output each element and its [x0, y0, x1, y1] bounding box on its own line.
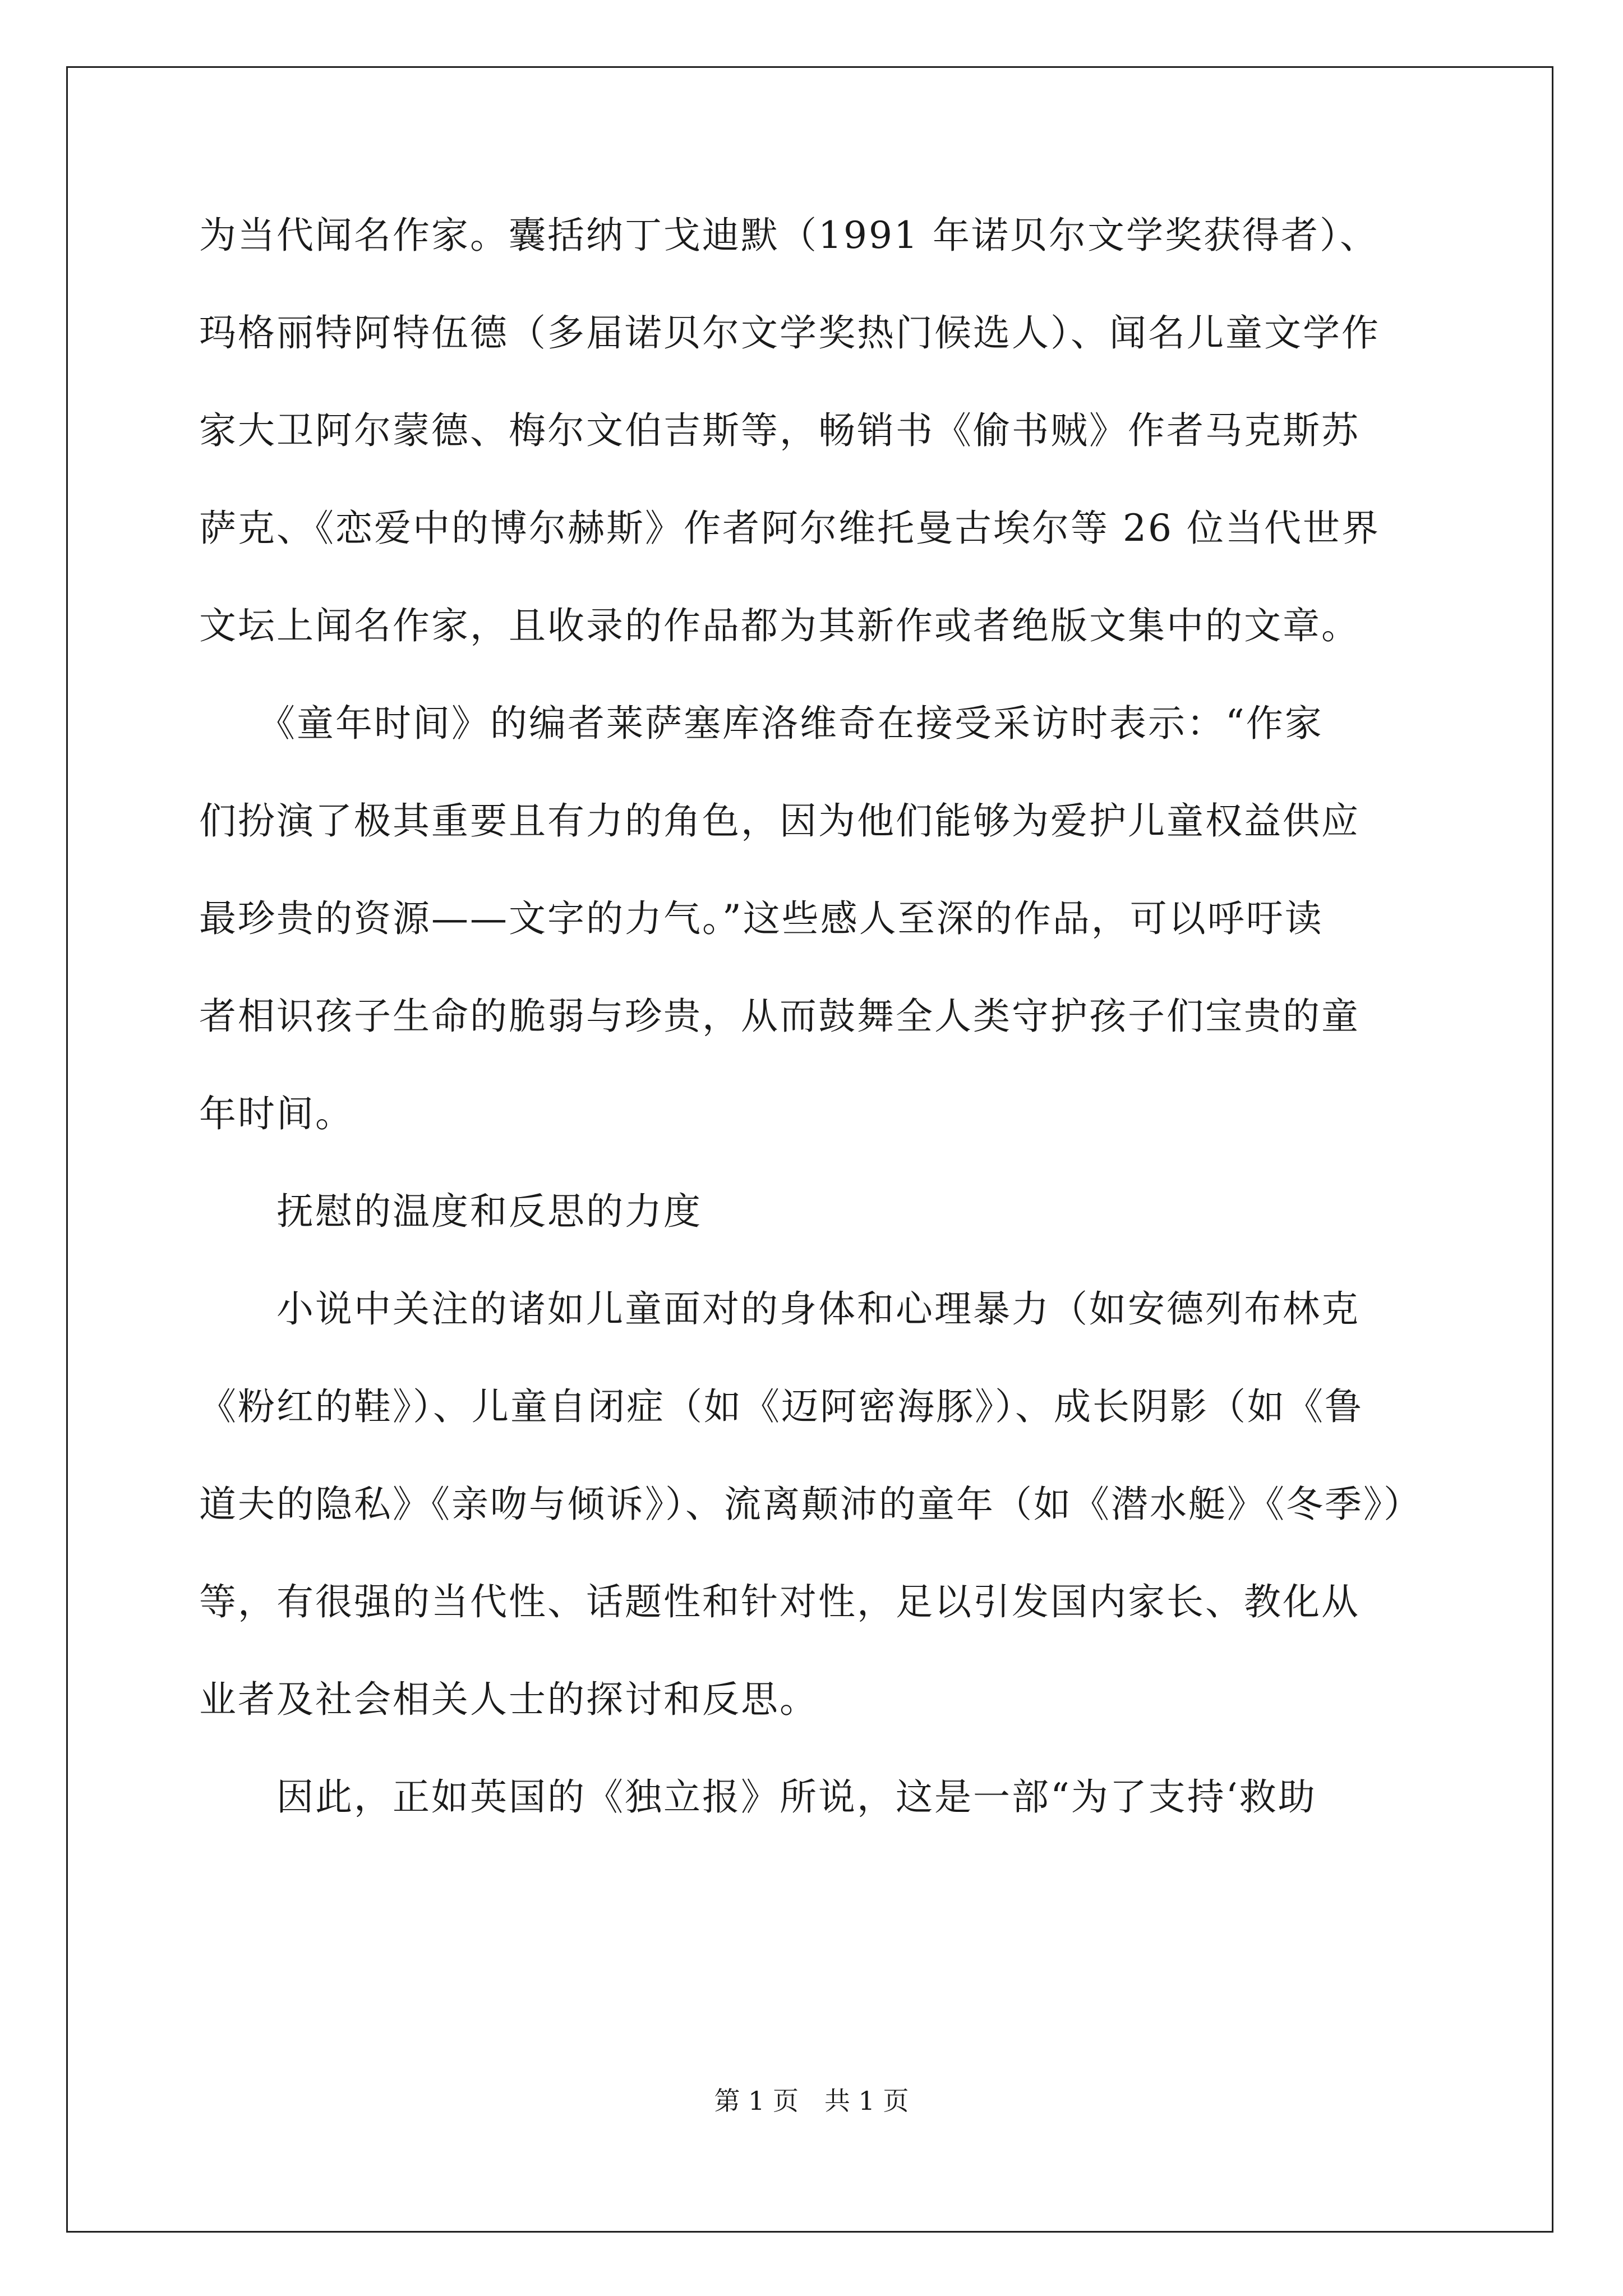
text-line: 最珍贵的资源——文字的力气。”这些感人至深的作品，可以呼吁读 [199, 897, 1324, 940]
text-line: 《粉红的鞋》）、儿童自闭症（如《迈阿密海豚》）、成长阴影（如《鲁 [199, 1385, 1363, 1428]
text-line: 玛格丽特阿特伍德（多届诺贝尔文学奖热门候选人）、闻名儿童文学作 [199, 311, 1380, 355]
document-body [199, 196, 1455, 1856]
page-number: 第 1 页 共 1 页 [714, 2086, 909, 2116]
text-line: 者相识孩子生命的脆弱与珍贵，从而鼓舞全人类守护孩子们宝贵的童 [199, 995, 1360, 1038]
text-line: 《童年时间》的编者莱萨塞库洛维奇在接受采访时表示：“作家 [199, 702, 1324, 745]
text-line: 文坛上闻名作家，且收录的作品都为其新作或者绝版文集中的文章。 [199, 604, 1360, 647]
text-line: 年时间。 [199, 1092, 354, 1135]
text-line: 们扮演了极其重要且有力的角色，因为他们能够为爱护儿童权益供应 [199, 799, 1360, 843]
text-line: 道夫的隐私》《亲吻与倾诉》）、流离颠沛的童年（如《潜水艇》《冬季》） [199, 1483, 1422, 1526]
text-line: 小说中关注的诸如儿童面对的身体和心理暴力（如安德列布林克 [199, 1287, 1360, 1331]
page-footer [0, 2084, 1623, 2118]
text-line: 等，有很强的当代性、话题性和针对性，足以引发国内家长、教化从 [199, 1580, 1360, 1623]
text-line: 业者及社会相关人士的探讨和反思。 [199, 1678, 818, 1721]
section-heading: 抚慰的温度和反思的力度 [199, 1190, 702, 1233]
text-line: 萨克、《恋爱中的博尔赫斯》作者阿尔维托曼古埃尔等 26 位当代世界 [199, 507, 1380, 550]
text-line: 因此，正如英国的《独立报》所说，这是一部“为了支持‘救助 [199, 1775, 1317, 1819]
text-line: 家大卫阿尔蒙德、梅尔文伯吉斯等，畅销书《偷书贼》作者马克斯苏 [199, 409, 1360, 452]
text-line: 为当代闻名作家。囊括纳丁戈迪默（1991 年诺贝尔文学奖获得者）、 [199, 214, 1378, 257]
